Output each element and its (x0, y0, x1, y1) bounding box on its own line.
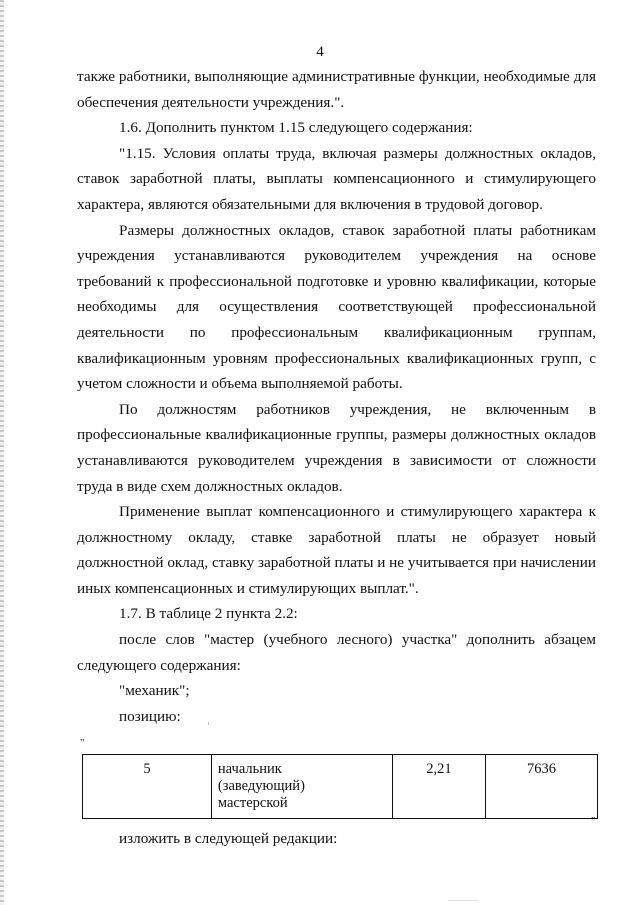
paragraph-position: позицию: (119, 707, 181, 725)
paragraph-1-7: 1.7. В таблице 2 пункта 2.2: (119, 605, 298, 623)
scan-speck (448, 900, 478, 901)
document-body (77, 64, 596, 729)
paragraph-1-6: 1.6. Дополнить пунктом 1.15 следующего содержания: (119, 119, 473, 137)
table-row (83, 755, 598, 819)
position-table (82, 754, 598, 819)
paragraph-non-included-positions: По должностям работников учреждения, не включенным в профессиональные квалификационные группы, размеры должностных окладов устанавливаются руководителем учреждения в зависимости от сложности труда в виде схем должностных окладов. (77, 400, 596, 495)
position-line: мастерской (217, 795, 288, 811)
paragraph-1-15-intro: "1.15. Условия оплаты труда, включая размеры должностных окладов, ставок заработной платы, выплаты компенсационного и стимулирующего характера, являются обязательными для включения в трудовой договор. (77, 144, 596, 213)
table-open-quote: " (80, 737, 85, 749)
page-number: 4 (316, 44, 324, 60)
paragraph-after-words: после слов "мастер (учебного лесного) участка" дополнить абзацем следующего содержания: (77, 631, 596, 674)
table-close-quote: " (591, 815, 596, 827)
cell-number: 5 (83, 755, 212, 819)
position-line: (заведующий) (217, 778, 305, 794)
cell-salary: 7636 (486, 755, 598, 819)
scan-edge (0, 0, 4, 905)
position-line: начальник (217, 761, 282, 777)
paragraph-payments-application: Применение выплат компенсационного и стимулирующего характера к должностному окладу, ставке заработной платы не образует новый должностной оклад, ставку заработной платы и не учитывается при начислении иных компенсационных и стимулирующих выплат.". (77, 503, 596, 597)
paragraph-continuation: также работники, выполняющие административные функции, необходимые для обеспечения деятельности учреждения.". (77, 68, 596, 111)
paragraph-mechanic: "механик"; (119, 682, 190, 700)
paragraph-salary-sizes: Размеры должностных окладов, ставок заработной платы работникам учреждения устанавливаются руководителем учреждения на основе требований к профессиональной подготовке и уровню квалификации, которые необходимы для осуществления соответствующей профессиональной деятельности по профессиональным квалификационным группам, квалификационным уровням профессиональных квалификационных групп, с учетом сложности и объема выполняемой работы. (77, 221, 596, 393)
cell-position (211, 755, 392, 819)
scan-speck (208, 722, 209, 725)
cell-coefficient: 2,21 (392, 755, 485, 819)
final-line: изложить в следующей редакции: (119, 830, 338, 847)
